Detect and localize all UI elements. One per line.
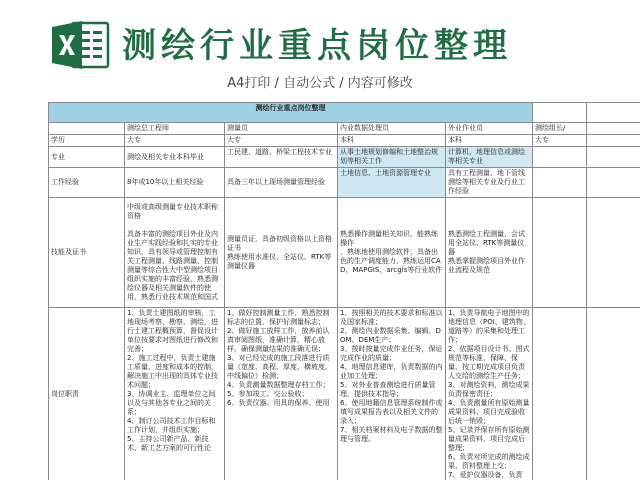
column-header-1[interactable]: 测绘总工程师: [125, 123, 225, 135]
skills-cell[interactable]: 熟悉测绘工程测量，会试用全站仪、RTK等测量仪器 熟悉掌握测绘项目外业作业流程及规范: [446, 198, 533, 308]
sheet-title[interactable]: 测绘行业重点岗位整理: [49, 103, 533, 123]
major-cell[interactable]: 从事土地规划修编和土地整治规划等相关工作: [338, 147, 446, 168]
position-table: [48, 102, 640, 480]
education-cell[interactable]: 大专: [125, 135, 225, 147]
experience-cell[interactable]: 8年或10年以上相关经验: [125, 168, 225, 198]
row-label-education[interactable]: 学历: [49, 135, 125, 147]
education-cell[interactable]: 大专: [225, 135, 338, 147]
column-header-row: [49, 123, 640, 135]
spreadsheet[interactable]: [48, 102, 640, 480]
empty-cell[interactable]: [587, 308, 640, 480]
row-label-skills[interactable]: 技能及证书: [49, 198, 125, 308]
row-skills: [49, 198, 640, 308]
duties-cell[interactable]: 1、负责土建图纸的审核，工地现场考察、勘察、测绘，进行土建工程概预算，督促设计单位按要求对图纸进行修改和完善； 2、施工过程中，负责土建施工质量、进度和成本的控制，解决施工中出现的具体专业技术问题； 3、协调业主、监理单位之间以及与其他各专业之间的关系； 4、制订公司技术工作目标和工作计划，并组织实施； 5、主持公司新产品、新技术、新工艺方案的可行性论: [125, 308, 225, 480]
empty-cell[interactable]: [587, 147, 640, 168]
row-education: [49, 135, 640, 147]
education-cell[interactable]: 大专: [533, 135, 587, 147]
row-label-major[interactable]: 专业: [49, 147, 125, 168]
row-label-experience[interactable]: 工作经验: [49, 168, 125, 198]
row-duties: [49, 308, 640, 480]
education-cell[interactable]: 本科: [446, 135, 533, 147]
major-cell[interactable]: 工民建、道路、桥梁工程技术专业: [225, 147, 338, 168]
empty-cell[interactable]: [587, 123, 640, 135]
skills-cell[interactable]: 熟悉操作测量相关知识，能熟练操作 ，熟练地使用测绘软件，具备出色的生产调度能力，熟练运用CAD、MAPGIS、arcgis等行业软件: [338, 198, 446, 308]
column-header-5[interactable]: 测绘组长/: [533, 123, 587, 135]
table-title-row: [49, 103, 640, 123]
row-experience: [49, 168, 640, 198]
experience-cell[interactable]: 具有工程测量、地下管线测绘等相关专业及行业工作经验: [446, 168, 533, 198]
empty-cell[interactable]: [587, 103, 640, 123]
experience-cell[interactable]: 具备三年以上现场测量管理经验: [225, 168, 338, 198]
education-cell[interactable]: 本科: [338, 135, 446, 147]
column-header-4[interactable]: 外业作业员: [446, 123, 533, 135]
duties-cell[interactable]: 1、负责导航电子地图中的地理信息（POI、建筑物、道路等）的采集和处理工作； 2、依据项目设计书、图式规范等标准，保障、保量、按工期完成项目负责人交给的测绘生产任务； 3、对测绘资料，测绘成果负责保密责任； 4、负责测量所有原始测量成果资料、项目完成验收后统一销毁； 5、记录并保存所有原始测量成果资料，项目完成后整理； 6、负责对所完成的测绘成果、资料整理上交； 7、爱护仪器设备，负责: [446, 308, 533, 480]
skills-cell[interactable]: 中级或高级测量专业技术职称资格 具备丰富的测绘项目外业及内业生产实践经验和扎实的专业知识，具有领导或管理控制有关工程测量、线路测量、控制测量等综合性大中型测绘项目组织实施的丰富经验，熟悉测绘仪器及相关测量软件的使用，熟悉行业技术规范和国式: [125, 198, 225, 308]
empty-cell[interactable]: [533, 103, 587, 123]
skills-cell[interactable]: 测量员证，具备初级资格以上资格证书 熟练使用水准仪、全站仪、RTK等测量仪器: [225, 198, 338, 308]
experience-cell[interactable]: 土地信息、土地资源管理专业: [338, 168, 446, 198]
skills-cell[interactable]: [533, 198, 587, 308]
row-major: [49, 147, 640, 168]
banner-title: 测绘行业重点岗位整理: [122, 26, 512, 66]
excel-icon: [52, 20, 110, 70]
banner-subtitle: A4打印 / 自动公式 / 内容可修改: [227, 76, 413, 91]
column-header-3[interactable]: 内业数据处理员: [338, 123, 446, 135]
major-cell[interactable]: 计算机、地理信息或测绘等相关专业: [446, 147, 533, 168]
duties-cell[interactable]: 1、做好控制测量工作，熟悉控制标志的位置，保护好测量标志； 2、做好施工放样工作，放养前认真审阅图纸，准确计算，精心放样，确保测量结果的准确无误； 3、对已经完成的施工段落进行质量（宽度、高程、厚度、横坡度、中线偏位）检测； 4、负责测量数据整理存档工作； 5、参加竣工、交公验收； 6、负责仪器、用具的保养、使用: [225, 308, 338, 480]
empty-cell[interactable]: [587, 135, 640, 147]
experience-cell[interactable]: [533, 168, 587, 198]
column-header-2[interactable]: 测量员: [225, 123, 338, 135]
major-cell[interactable]: [533, 147, 587, 168]
duties-cell[interactable]: [533, 308, 587, 480]
empty-cell[interactable]: [587, 168, 640, 198]
header-corner-cell[interactable]: [49, 123, 125, 135]
duties-cell[interactable]: 1、按照相关的技术要求和标准以及国家标准； 2、测绘内业数据采集、编辑、DOM、DEM生产； 3、按时按量完成作业任务，保证完成作业的质量； 4、地理信息建库，负责数据的内业加工处理； 5、对外业普查测绘进行质量管理，提供技术指导； 6、使用地籍信息管理系统制作或填写成果报告表以及相关文件的录入； 7、相关档案材料及电子数据的整理与管理。: [338, 308, 446, 480]
row-label-duties[interactable]: 岗位职责: [49, 308, 125, 480]
major-cell[interactable]: 测绘及相关专业本科毕业: [125, 147, 225, 168]
header-banner: [0, 0, 640, 100]
empty-cell[interactable]: [587, 198, 640, 308]
